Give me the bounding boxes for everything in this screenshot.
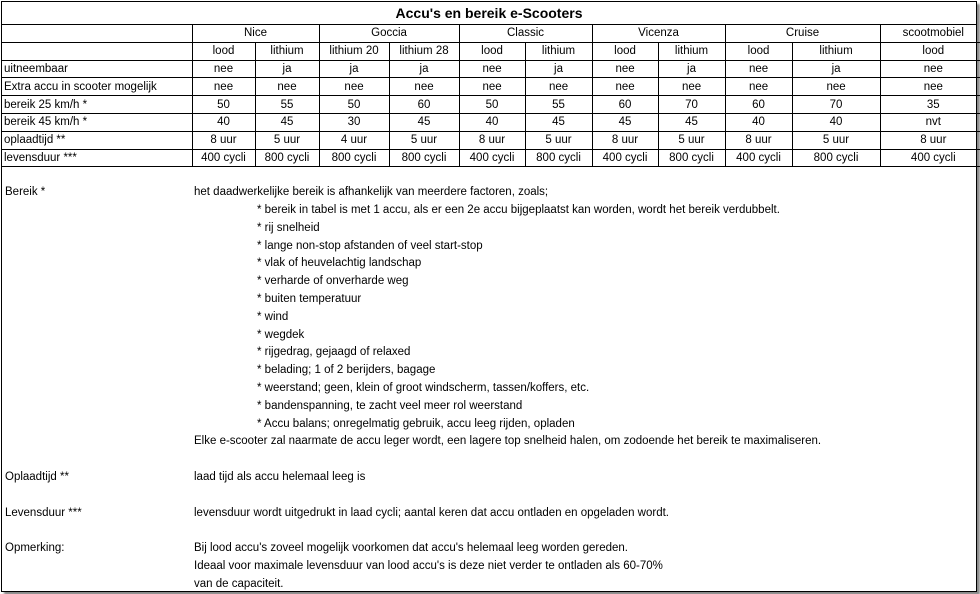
table-cell: 45 (255, 113, 319, 131)
table-row (2, 96, 980, 114)
corner-cell (2, 25, 192, 42)
table-cell: 60 (389, 96, 459, 114)
table-cell: ja (389, 60, 459, 78)
table-cell: 45 (658, 113, 725, 131)
table-cell: nvt (880, 113, 980, 131)
row-label: bereik 25 km/h * (2, 96, 192, 114)
table-cell: 70 (792, 96, 880, 114)
battery-type-header: lood (192, 42, 255, 60)
table-cell: nee (525, 78, 592, 96)
bereik-factor-item: * wind (257, 310, 289, 323)
model-header: Goccia (319, 25, 459, 42)
table-cell: 800 cycli (525, 149, 592, 167)
spreadsheet-frame (1, 1, 977, 592)
note-bereik-closing: Elke e-scooter zal naarmate de accu leger wordt, een lagere top snelheid halen, om zodoende het bereik te maximaliseren. (194, 435, 822, 447)
table-cell: 45 (525, 113, 592, 131)
table-cell: 800 cycli (389, 149, 459, 167)
battery-type-header: lithium (658, 42, 725, 60)
table-cell: 5 uur (658, 131, 725, 149)
table-cell: 5 uur (525, 131, 592, 149)
model-header: Nice (192, 25, 319, 42)
battery-type-header: lood (880, 42, 980, 60)
table-cell: 800 cycli (792, 149, 880, 167)
model-header: Vicenza (592, 25, 725, 42)
table-cell: 60 (725, 96, 792, 114)
table-cell: ja (792, 60, 880, 78)
battery-type-header: lood (459, 42, 525, 60)
table-cell: 400 cycli (459, 149, 525, 167)
battery-type-header: lood (725, 42, 792, 60)
table-cell: nee (725, 78, 792, 96)
note-label-opmerking: Opmerking: (5, 542, 65, 554)
model-header: Classic (459, 25, 592, 42)
table-cell: ja (255, 60, 319, 78)
table-cell: 800 cycli (319, 149, 389, 167)
table-cell: ja (658, 60, 725, 78)
table-cell: 50 (459, 96, 525, 114)
table-row (2, 149, 980, 167)
row-label: uitneembaar (2, 60, 192, 78)
bereik-factor-item: * Accu balans; onregelmatig gebruik, accu leeg rijden, opladen (257, 417, 575, 430)
bereik-factor-item: * wegdek (257, 328, 305, 341)
table-cell: 400 cycli (592, 149, 658, 167)
table-cell: 8 uur (725, 131, 792, 149)
battery-type-header: lithium (255, 42, 319, 60)
battery-type-header: lood (592, 42, 658, 60)
note-label-bereik: Bereik * (5, 186, 46, 198)
table-cell: nee (880, 78, 980, 96)
table-cell: 50 (192, 96, 255, 114)
table-cell: 400 cycli (192, 149, 255, 167)
table-cell: 45 (389, 113, 459, 131)
table-cell: 40 (792, 113, 880, 131)
row-label: bereik 45 km/h * (2, 113, 192, 131)
table-cell: 5 uur (389, 131, 459, 149)
table-cell: 70 (658, 96, 725, 114)
table-cell: nee (459, 60, 525, 78)
bereik-factor-item: * bandenspanning, te zacht veel meer rol weerstand (257, 399, 523, 412)
table-cell: 55 (525, 96, 592, 114)
note-opmerking-line-3: van de capaciteit. (194, 578, 284, 590)
table-row (2, 113, 980, 131)
bereik-factor-item: * rij snelheid (257, 221, 320, 234)
note-label-levensduur: Levensduur *** (5, 507, 82, 519)
sheet-title: Accu's en bereik e-Scooters (2, 2, 976, 25)
bereik-factor-item: * belading; 1 of 2 berijders, bagage (257, 364, 436, 377)
table-cell: nee (725, 60, 792, 78)
table-cell: 800 cycli (255, 149, 319, 167)
battery-type-header: lithium (525, 42, 592, 60)
bereik-factor-item: * buiten temperatuur (257, 293, 362, 305)
table-cell: 45 (592, 113, 658, 131)
table-row (2, 78, 980, 96)
note-opmerking-line-2: Ideaal voor maximale levensduur van lood accu's is deze niet verder te ontladen als 60-70% (194, 560, 663, 572)
table-row (2, 60, 980, 78)
table-cell: 40 (192, 113, 255, 131)
bereik-factor-item: * bereik in tabel is met 1 accu, als er een 2e accu bijgeplaatst kan worden, wordt het bereik verdubbelt. (257, 204, 780, 216)
table-cell: nee (592, 78, 658, 96)
table-cell: 8 uur (459, 131, 525, 149)
table-cell: 8 uur (192, 131, 255, 149)
table-cell: nee (658, 78, 725, 96)
bereik-factor-item: * vlak of heuvelachtig landschap (257, 257, 422, 270)
table-cell: 800 cycli (658, 149, 725, 167)
table-cell: 400 cycli (725, 149, 792, 167)
table-cell: ja (525, 60, 592, 78)
row-label: Extra accu in scooter mogelijk (2, 78, 192, 96)
table-cell: 40 (725, 113, 792, 131)
table-cell: nee (459, 78, 525, 96)
bereik-factor-item: * rijgedrag, gejaagd of relaxed (257, 346, 411, 359)
table-cell: 5 uur (792, 131, 880, 149)
table-cell: nee (792, 78, 880, 96)
table-cell: nee (592, 60, 658, 78)
table-cell: nee (192, 78, 255, 96)
row-label: oplaadtijd ** (2, 131, 192, 149)
table-cell: nee (319, 78, 389, 96)
corner-cell (2, 42, 192, 60)
model-header: scootmobiel (880, 25, 980, 42)
row-label: levensduur *** (2, 149, 192, 167)
battery-type-row (2, 42, 980, 60)
table-cell: 60 (592, 96, 658, 114)
table-cell: ja (319, 60, 389, 78)
bereik-factor-item: * weerstand; geen, klein of groot windscherm, tassen/koffers, etc. (257, 382, 590, 394)
table-cell: 40 (459, 113, 525, 131)
battery-type-header: lithium 20 (319, 42, 389, 60)
note-opmerking-line-1: Bij lood accu's zoveel mogelijk voorkomen dat accu's helemaal leeg worden gereden. (194, 542, 628, 554)
bereik-factor-item: * verharde of onverharde weg (257, 275, 409, 288)
table-cell: nee (192, 60, 255, 78)
table-cell: 30 (319, 113, 389, 131)
battery-type-header: lithium (792, 42, 880, 60)
model-header: Cruise (725, 25, 880, 42)
table-cell: 8 uur (592, 131, 658, 149)
note-levensduur-text: levensduur wordt uitgedrukt in laad cycli; aantal keren dat accu ontladen en opgeladen wordt. (194, 507, 669, 519)
table-cell: 400 cycli (880, 149, 980, 167)
table-cell: 55 (255, 96, 319, 114)
table-cell: 50 (319, 96, 389, 114)
note-oplaadtijd-text: laad tijd als accu helemaal leeg is (194, 471, 366, 483)
table-row (2, 131, 980, 149)
battery-table (2, 25, 980, 167)
table-cell: 5 uur (255, 131, 319, 149)
note-bereik-intro: het daadwerkelijke bereik is afhankelijk van meerdere factoren, zoals; (194, 186, 549, 198)
battery-type-header: lithium 28 (389, 42, 459, 60)
table-cell: 4 uur (319, 131, 389, 149)
note-label-oplaadtijd: Oplaadtijd ** (5, 471, 69, 483)
table-cell: nee (255, 78, 319, 96)
bereik-factor-item: * lange non-stop afstanden of veel start-stop (257, 239, 483, 252)
table-cell: 35 (880, 96, 980, 114)
table-cell: 8 uur (880, 131, 980, 149)
table-cell: nee (389, 78, 459, 96)
table-cell: nee (880, 60, 980, 78)
model-header-row (2, 25, 980, 42)
